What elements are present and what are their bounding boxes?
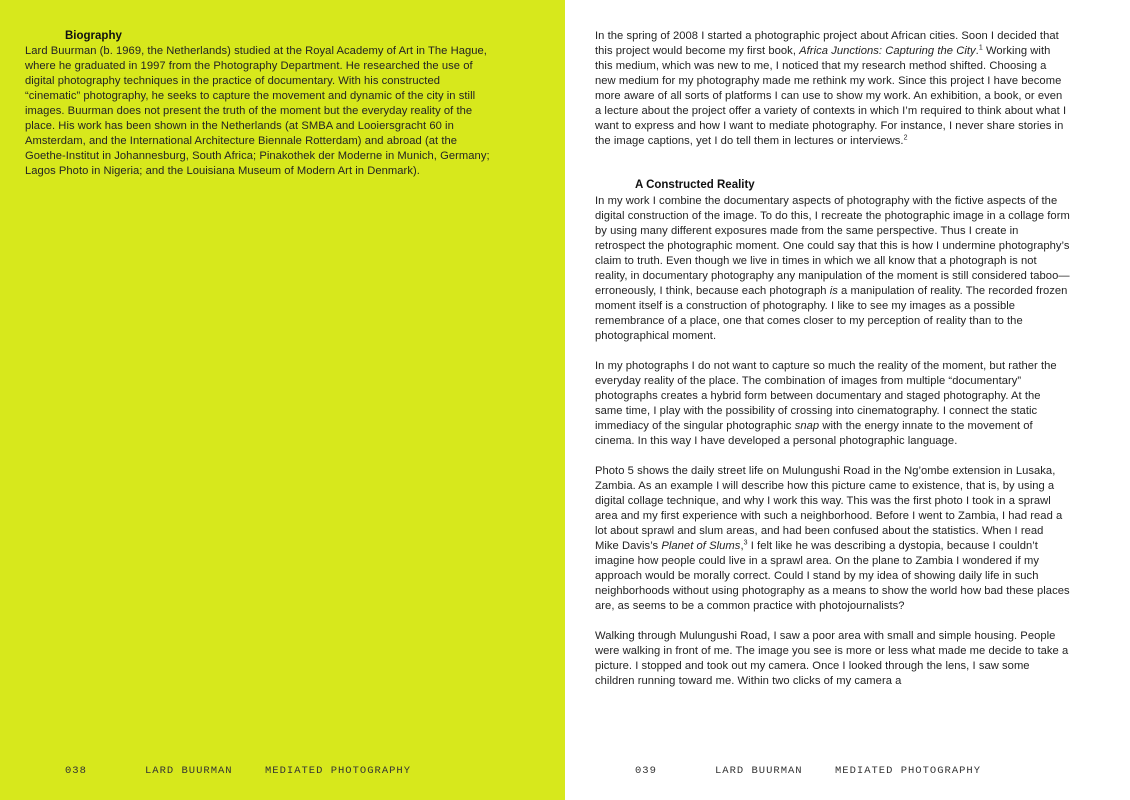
book-title: Africa Junctions: Capturing the City [799,45,976,57]
section-heading: A Constructed Reality [635,179,755,191]
book-title: Planet of Slums [661,540,741,552]
footer-author: LARD BUURMAN [145,765,233,777]
biography-heading: Biography [65,30,122,42]
paragraph: In my photographs I do not want to capture so much the reality of the moment, but rather the everyday reality of the place. The combination of images from multiple “documentary” photographs creates a hybrid form between documentary and staged photography. At the same time, I play with the possibility of crossing into cinematography. I connect the static immediacy of the singular photographic snap with the energy innate to the movement of cinema. In this way I have developed a personal photographic language. [595,360,1057,447]
page-number: 039 [635,765,657,777]
paragraph: Walking through Mulungushi Road, I saw a poor area with small and simple housing. People were walking in front of me. The image you see is more or less what made me decide to take a picture. I stopped and took out my camera. Once I looked through the lens, I saw some children running toward me. Within two clicks of my camera a [595,630,1069,687]
biography-text [25,44,495,179]
footnote-ref: 3 [743,539,748,547]
intro-text [595,29,1070,149]
emphasis: is [829,285,838,297]
paragraph: In my work I combine the documentary aspects of photography with the fictive aspects of the digital construction of the image. To do this, I recreate the photographic image in a collage form by using many different exposures made from the same perspective. Thus I create in retrospect the photographic moment. One could say that this is how I undermine photography’s claim to truth. Even though we live in times in which we all know that a photograph is not reality, in documentary photography any manipulation of the moment is still considered taboo—erroneously, I think, because each photograph is a manipulation of reality. The recorded frozen moment itself is a construction of photography. I like to see my images as a possible remembrance of a place, one that comes closer to my perception of reality than to the photographical moment. [595,195,1070,342]
footnote-ref: 1 [978,44,983,52]
footer-author: LARD BUURMAN [715,765,803,777]
footnote-ref: 2 [903,134,908,142]
intro-paragraph: In the spring of 2008 I started a photographic project about African cities. Soon I decided that this project would become my first book, Africa Junctions: Capturing the City.$^1$ Working with this medium, which was new to me, I noticed that my research method shifted. Choosing a new medium for my photography made me rethink my work. Since this project I have become more aware of all sorts of platforms I can use to show my work. An exhibition, a book, or even a lecture about the project offer a variety of contexts in which I’m required to think about what I want to express and how I want to mediate photography. For instance, I never share stories in the image captions, yet I do tell them in lectures or interviews.$^2$ [595,30,1067,147]
footer-title: MEDIATED PHOTOGRAPHY [265,765,412,777]
paragraph: Photo 5 shows the daily street life on Mulungushi Road in the Ng’ombe extension in Lusaka, Zambia. As an example I will describe how this picture came to existence, that is, by using a digital collage technique, and why I work this way. This was the first photo I took in a sprawl area and my first experience with such a neighborhood. Before I went to Zambia, I had read a lot about sprawl and slum areas, and had been confused about the statistics. When I read Mike Davis’s Planet of Slums,$^3$ I felt like he was describing a dystopia, because I couldn’t imagine how people could live in a sprawl area. On the plane to Zambia I wondered if my approach would be morally correct. Could I stand by my idea of showing daily life in such neighborhoods without using photography as a means to show the world how bad these places are, as seems to be a common practice with photojournalists? [595,465,1070,612]
biography-paragraph: Lard Buurman (b. 1969, the Netherlands) studied at the Royal Academy of Art in The Hague, where he graduated in 1997 from the Photography Department. He researched the use of digital photography techniques in the practice of documentary. With his constructed “cinematic” photography, he seeks to capture the movement and dynamic of the city in still images. Buurman does not present the truth of the moment but the everyday reality of the place. His work has been shown in the Netherlands (at SMBA and Looiersgracht 60 in Amsterdam, and the International Architecture Biennale Rotterdam) and abroad (at the Goethe-Institut in Johannesburg, South Africa; Pinakothek der Moderne in Munich, Germany; Lagos Photo in Nigeria; and the Louisiana Museum of Modern Art in Denmark). [25,45,490,177]
emphasis: snap [794,420,820,432]
page-number: 038 [65,765,87,777]
section-body [595,194,1070,689]
right-page [565,0,1130,800]
footer-title: MEDIATED PHOTOGRAPHY [835,765,982,777]
